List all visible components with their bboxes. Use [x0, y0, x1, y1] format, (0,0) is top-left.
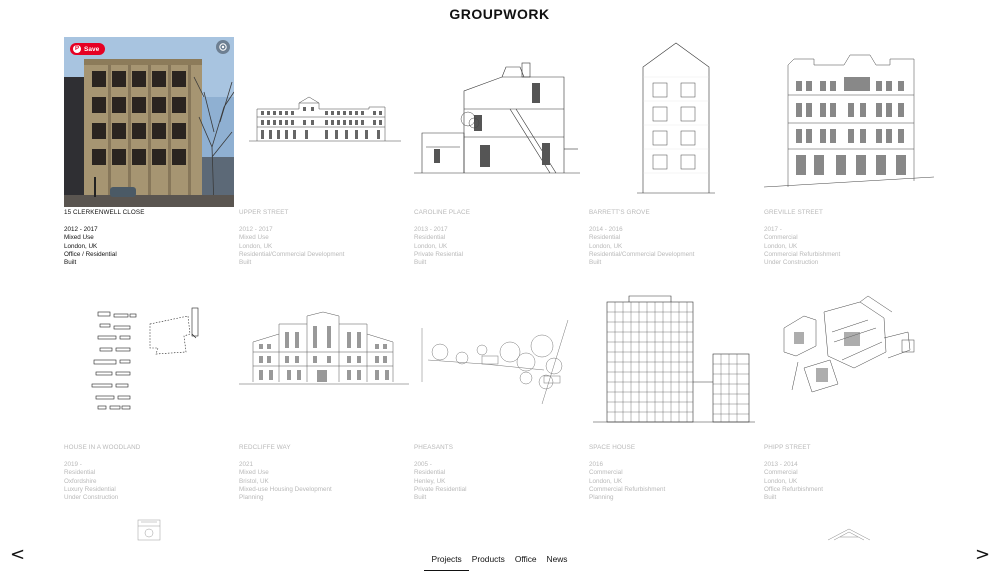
project-years: 2012 - 2017	[64, 226, 98, 234]
project-info	[239, 209, 344, 267]
brand-logo[interactable]: GROUPWORK	[449, 6, 550, 22]
project-name[interactable]: 15 CLERKENWELL CLOSE	[64, 209, 145, 216]
project-info	[64, 209, 145, 267]
project-status: Under Construction	[64, 494, 119, 502]
project-name[interactable]: GREVILLE STREET	[764, 209, 823, 216]
project-drawing[interactable]	[239, 272, 409, 442]
lens-icon[interactable]	[216, 40, 230, 54]
project-status: Built	[239, 259, 252, 267]
project-drawing[interactable]	[589, 272, 759, 442]
project-drawing[interactable]	[414, 272, 584, 442]
project-name[interactable]: PHIPP STREET	[764, 444, 811, 451]
project-thumb-partial[interactable]	[826, 526, 872, 542]
project-name[interactable]: HOUSE IN A WOODLAND	[64, 444, 141, 451]
project-status: Planning	[239, 494, 264, 502]
project-name[interactable]: BARRETT'S GROVE	[589, 209, 650, 216]
nav-products[interactable]: Products	[471, 554, 505, 564]
project-type: Mixed Use	[239, 234, 269, 242]
bottom-nav	[0, 554, 999, 564]
project-thumb-partial[interactable]	[137, 517, 161, 541]
project-drawing[interactable]	[764, 272, 934, 442]
project-years: 2005 -	[414, 461, 432, 469]
project-years: 2017 -	[764, 226, 782, 234]
project-status: Planning	[589, 494, 614, 502]
project-status: Built	[414, 259, 427, 267]
project-drawing[interactable]	[239, 37, 409, 207]
project-category: Commercial Refurbishment	[589, 485, 666, 493]
project-type: Residential	[64, 469, 96, 477]
project-status: Under Construction	[764, 259, 819, 267]
project-type: Residential	[414, 234, 446, 242]
project-status: Built	[414, 494, 427, 502]
project-status: Built	[589, 259, 602, 267]
project-years: 2016	[589, 461, 604, 469]
project-type: Commercial	[589, 469, 623, 477]
project-status: Built	[764, 494, 777, 502]
project-location: London, UK	[64, 242, 98, 250]
nav-office[interactable]: Office	[514, 554, 537, 564]
project-years: 2013 - 2014	[764, 461, 798, 469]
project-category: Office / Residential	[64, 250, 117, 258]
project-name[interactable]: REDCLIFFE WAY	[239, 444, 291, 451]
project-location: London, UK	[589, 242, 623, 250]
project-name[interactable]: SPACE HOUSE	[589, 444, 636, 451]
project-info	[589, 209, 694, 267]
project-years: 2013 - 2017	[414, 226, 448, 234]
project-category: Residential/Commercial Development	[239, 250, 345, 258]
project-type: Residential	[589, 234, 621, 242]
project-info	[64, 444, 140, 502]
project-info	[414, 444, 467, 502]
project-category: Office Refurbishment	[764, 485, 824, 493]
project-location: London, UK	[764, 242, 798, 250]
project-name[interactable]: CAROLINE PLACE	[414, 209, 470, 216]
project-years: 2012 - 2017	[239, 226, 273, 234]
project-location: London, UK	[589, 477, 623, 485]
project-type: Commercial	[764, 469, 798, 477]
project-years: 2014 - 2016	[589, 226, 623, 234]
project-drawing[interactable]	[414, 37, 584, 207]
project-category: Luxury Residential	[64, 485, 116, 493]
next-arrow-icon[interactable]: >	[975, 544, 991, 565]
project-category: Residential/Commercial Development	[589, 250, 695, 258]
project-info	[239, 444, 332, 502]
project-type: Residential	[414, 469, 446, 477]
project-years: 2019 -	[64, 461, 82, 469]
project-category: Private Residential	[414, 485, 467, 493]
project-info	[414, 209, 470, 267]
project-location: Bristol, UK	[239, 477, 269, 485]
pinterest-save-button[interactable]: P Save	[70, 43, 105, 55]
project-drawing[interactable]	[64, 272, 234, 442]
project-drawing[interactable]	[764, 37, 934, 207]
project-info	[589, 444, 665, 502]
project-location: London, UK	[239, 242, 273, 250]
project-photo[interactable]	[64, 37, 234, 207]
project-type: Mixed Use	[239, 469, 269, 477]
project-location: London, UK	[764, 477, 798, 485]
project-type: Mixed Use	[64, 234, 94, 242]
project-category: Commercial Refurbishment	[764, 250, 841, 258]
project-name[interactable]: UPPER STREET	[239, 209, 289, 216]
project-location: Henley, UK	[414, 477, 446, 485]
project-category: Private Resiential	[414, 250, 463, 258]
project-location: Oxfordshire	[64, 477, 97, 485]
pinterest-icon: P	[74, 46, 79, 52]
prev-arrow-icon[interactable]: <	[10, 544, 26, 565]
project-years: 2021	[239, 461, 254, 469]
project-drawing[interactable]	[589, 37, 759, 207]
nav-news[interactable]: News	[546, 554, 568, 564]
project-location: London, UK	[414, 242, 448, 250]
project-info	[764, 444, 823, 502]
project-name[interactable]: PHEASANTS	[414, 444, 454, 451]
project-status: Built	[64, 259, 77, 267]
project-category: Mixed-use Housing Development	[239, 485, 332, 493]
project-info	[764, 209, 840, 267]
nav-projects[interactable]: Projects	[426, 554, 466, 564]
project-type: Commercial	[764, 234, 798, 242]
